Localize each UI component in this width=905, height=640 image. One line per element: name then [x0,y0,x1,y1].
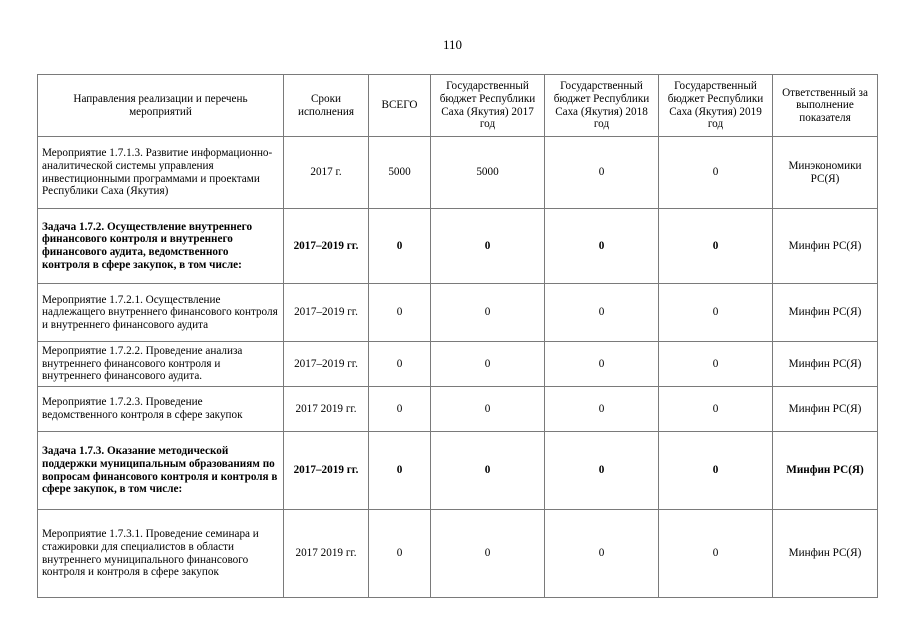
row-total: 0 [369,209,431,284]
header-total: ВСЕГО [369,75,431,137]
header-budget-2019: Государственный бюджет Республики Саха (Якутия) 2019 год [659,75,773,137]
row-budget-2018: 0 [545,342,659,387]
row-budget-2019: 0 [659,432,773,510]
table-row-task [38,432,878,510]
header-responsible: Ответственный за выполнение показателя [773,75,878,137]
row-term: 2017–2019 гг. [284,342,369,387]
row-total: 0 [369,387,431,432]
row-term: 2017 г. [284,137,369,209]
header-row [38,75,878,137]
row-budget-2019: 0 [659,209,773,284]
row-name: Мероприятие 1.7.2.2. Проведение анализа внутреннего финансового контроля и внутреннего финансового аудита. [38,342,284,387]
table-row [38,342,878,387]
row-budget-2017: 5000 [431,137,545,209]
row-budget-2017: 0 [431,209,545,284]
row-name: Мероприятие 1.7.3.1. Проведение семинара и стажировки для специалистов в области внутреннего муниципального финансового контроля и контроля в сфере закупок [38,510,284,598]
row-budget-2019: 0 [659,284,773,342]
row-total: 0 [369,510,431,598]
row-total: 0 [369,342,431,387]
row-responsible: Минфин РС(Я) [773,510,878,598]
row-budget-2018: 0 [545,284,659,342]
row-budget-2019: 0 [659,387,773,432]
row-responsible: Минэкономики РС(Я) [773,137,878,209]
row-name: Мероприятие 1.7.2.3. Проведение ведомственного контроля в сфере закупок [38,387,284,432]
row-responsible: Минфин РС(Я) [773,209,878,284]
row-term: 2017–2019 гг. [284,209,369,284]
row-name: Мероприятие 1.7.1.3. Развитие информационно-аналитической системы управления инвестиционными программами и проектами Республики Саха (Якутия) [38,137,284,209]
table-row [38,284,878,342]
budget-table [37,74,878,598]
table-row [38,137,878,209]
row-budget-2017: 0 [431,284,545,342]
row-budget-2018: 0 [545,387,659,432]
row-budget-2017: 0 [431,342,545,387]
row-budget-2019: 0 [659,342,773,387]
row-budget-2018: 0 [545,510,659,598]
row-budget-2018: 0 [545,209,659,284]
row-total: 0 [369,284,431,342]
page-number: 110 [442,37,463,52]
header-terms: Сроки исполнения [284,75,369,137]
row-name: Задача 1.7.3. Оказание методической поддержки муниципальным образованиям по вопросам финансового контроля и контроля в сфере закупок, в том числе: [38,432,284,510]
row-term: 2017–2019 гг. [284,284,369,342]
row-term: 2017 2019 гг. [284,510,369,598]
row-budget-2017: 0 [431,387,545,432]
row-name: Мероприятие 1.7.2.1. Осуществление надлежащего внутреннего финансового контроля и внутреннего финансового аудита [38,284,284,342]
table-row [38,510,878,598]
row-term: 2017 2019 гг. [284,387,369,432]
header-budget-2018: Государственный бюджет Республики Саха (Якутия) 2018 год [545,75,659,137]
row-budget-2019: 0 [659,510,773,598]
header-budget-2017: Государственный бюджет Республики Саха (Якутия) 2017 год [431,75,545,137]
row-budget-2017: 0 [431,510,545,598]
table-row-task [38,209,878,284]
row-responsible: Минфин РС(Я) [773,342,878,387]
row-term: 2017–2019 гг. [284,432,369,510]
row-budget-2018: 0 [545,432,659,510]
row-budget-2017: 0 [431,432,545,510]
header-direction: Направления реализации и перечень мероприятий [38,75,284,137]
row-responsible: Минфин РС(Я) [773,387,878,432]
row-responsible: Минфин РС(Я) [773,284,878,342]
row-name: Задача 1.7.2. Осуществление внутреннего финансового контроля и внутреннего финансового аудита, ведомственного контроля в сфере закупок, в том числе: [38,209,284,284]
row-responsible: Минфин РС(Я) [773,432,878,510]
row-total: 0 [369,432,431,510]
row-budget-2018: 0 [545,137,659,209]
row-total: 5000 [369,137,431,209]
table-row [38,387,878,432]
row-budget-2019: 0 [659,137,773,209]
